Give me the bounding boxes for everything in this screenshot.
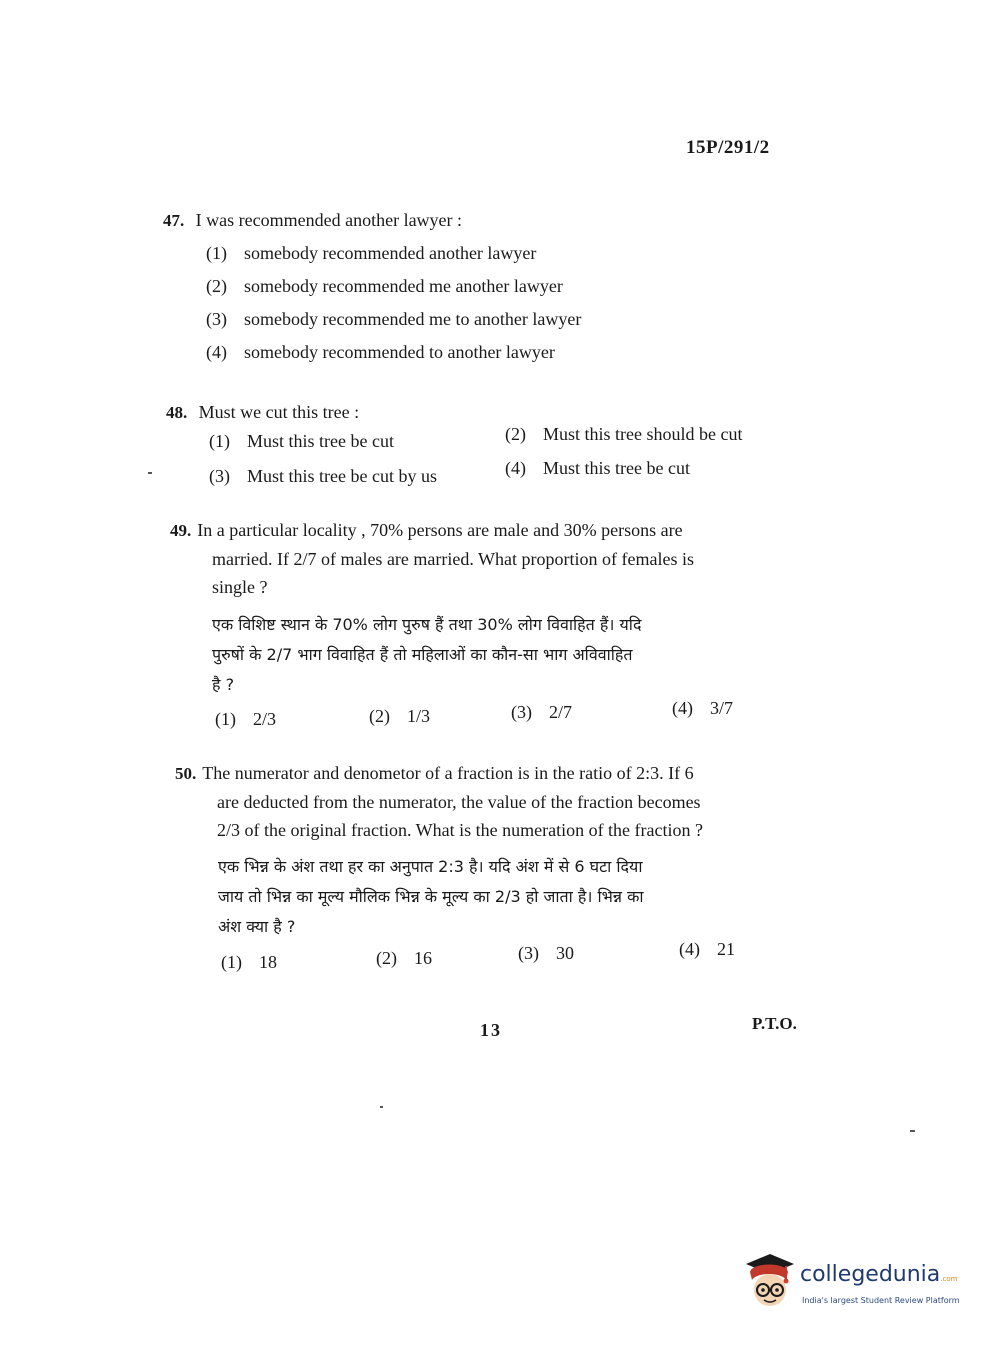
hindi-line: एक विशिष्ट स्थान के 70% लोग पुरुष हैं तथा 30% लोग विवाहित हैं। यदि: [212, 615, 642, 634]
logo-wordmark: collegedunia: [800, 1262, 941, 1287]
option-number: (4): [206, 342, 227, 362]
q47-option-4: [206, 342, 555, 363]
q50-option-4: [679, 939, 735, 960]
question-line: 2/3 of the original fraction. What is the numeration of the fraction ?: [217, 820, 704, 840]
hindi-line: जाय तो भिन्न का मूल्य मौलिक भिन्न के मूल्य का 2/3 हो जाता है। भिन्न का: [218, 887, 644, 906]
q48-option-2: [505, 424, 742, 445]
option-text: somebody recommended to another lawyer: [244, 342, 555, 362]
option-text: 16: [414, 948, 432, 968]
option-text: 21: [717, 939, 735, 959]
option-text: 1/3: [407, 706, 431, 726]
option-number: (3): [511, 702, 532, 722]
q47-option-1: [206, 243, 536, 264]
option-number: (3): [518, 943, 539, 963]
q47-option-3: [206, 309, 581, 330]
q48-option-1: [209, 431, 394, 452]
q48-option-4: [505, 458, 690, 479]
question-number: 49.: [170, 521, 192, 540]
option-number: (2): [206, 276, 227, 296]
q49-option-3: [511, 702, 572, 723]
question-49-hindi: [212, 610, 802, 700]
option-number: (4): [679, 939, 700, 959]
option-text: 30: [556, 943, 574, 963]
option-number: (1): [221, 952, 242, 972]
paper-code: 15P/291/2: [686, 137, 770, 158]
question-49: [170, 516, 800, 601]
question-line: married. If 2/7 of males are married. What proportion of females is: [212, 549, 694, 569]
hindi-line: अंश क्या है ?: [218, 917, 296, 936]
scan-speck: [380, 1106, 383, 1108]
page-number: 13: [480, 1020, 502, 1040]
option-number: (3): [206, 309, 227, 329]
question-text: I was recommended another lawyer :: [195, 210, 463, 230]
option-number: (3): [209, 466, 230, 486]
option-text: somebody recommended me another lawyer: [244, 276, 563, 296]
option-number: (1): [209, 431, 230, 451]
question-number: 48.: [166, 403, 188, 422]
q50-option-2: [376, 948, 432, 969]
option-number: (2): [369, 706, 390, 726]
question-line: The numerator and denometor of a fraction is in the ratio of 2:3. If 6: [202, 763, 694, 783]
q49-option-4: [672, 698, 733, 719]
hindi-line: है ?: [212, 675, 235, 694]
question-line: In a particular locality , 70% persons are male and 30% persons are: [197, 520, 683, 540]
scan-speck: [148, 472, 152, 474]
option-number: (1): [206, 243, 227, 263]
scan-speck: [910, 1130, 915, 1132]
logo-domain: .com: [940, 1275, 958, 1283]
question-50-hindi: [218, 852, 808, 942]
q50-option-1: [221, 952, 277, 973]
q50-option-3: [518, 943, 574, 964]
question-48: [166, 397, 359, 428]
hindi-line: पुरुषों के 2/7 भाग विवाहित हैं तो महिलाओं का कौन-सा भाग अविवाहित: [212, 645, 633, 664]
q47-option-2: [206, 276, 563, 297]
question-number: 50.: [175, 764, 197, 783]
option-text: Must this tree should be cut: [543, 424, 743, 444]
mascot-icon: [742, 1250, 802, 1314]
option-text: 2/7: [549, 702, 573, 722]
option-number: (2): [505, 424, 526, 444]
q49-option-1: [215, 709, 276, 730]
question-number: 47.: [163, 211, 185, 230]
collegedunia-logo[interactable]: [742, 1250, 972, 1320]
option-text: 18: [259, 952, 277, 972]
option-text: 3/7: [710, 698, 734, 718]
question-text: Must we cut this tree :: [198, 402, 360, 422]
logo-tagline: India's largest Student Review Platform: [802, 1296, 960, 1305]
question-47: [163, 205, 462, 236]
hindi-line: एक भिन्न के अंश तथा हर का अनुपात 2:3 है। यदि अंश में से 6 घटा दिया: [218, 857, 643, 876]
q49-option-2: [369, 706, 430, 727]
option-text: Must this tree be cut: [247, 431, 394, 451]
question-50: [175, 759, 805, 844]
option-number: (4): [505, 458, 526, 478]
option-number: (1): [215, 709, 236, 729]
q48-option-3: [209, 466, 437, 487]
option-text: somebody recommended another lawyer: [244, 243, 537, 263]
option-text: somebody recommended me to another lawyer: [244, 309, 582, 329]
question-line: single ?: [212, 577, 268, 597]
option-number: (4): [672, 698, 693, 718]
option-number: (2): [376, 948, 397, 968]
option-text: Must this tree be cut: [543, 458, 690, 478]
option-text: Must this tree be cut by us: [247, 466, 437, 486]
pto-label: P.T.O.: [752, 1014, 797, 1033]
option-text: 2/3: [253, 709, 277, 729]
question-line: are deducted from the numerator, the value of the fraction becomes: [217, 792, 701, 812]
logo-name: [800, 1262, 957, 1287]
